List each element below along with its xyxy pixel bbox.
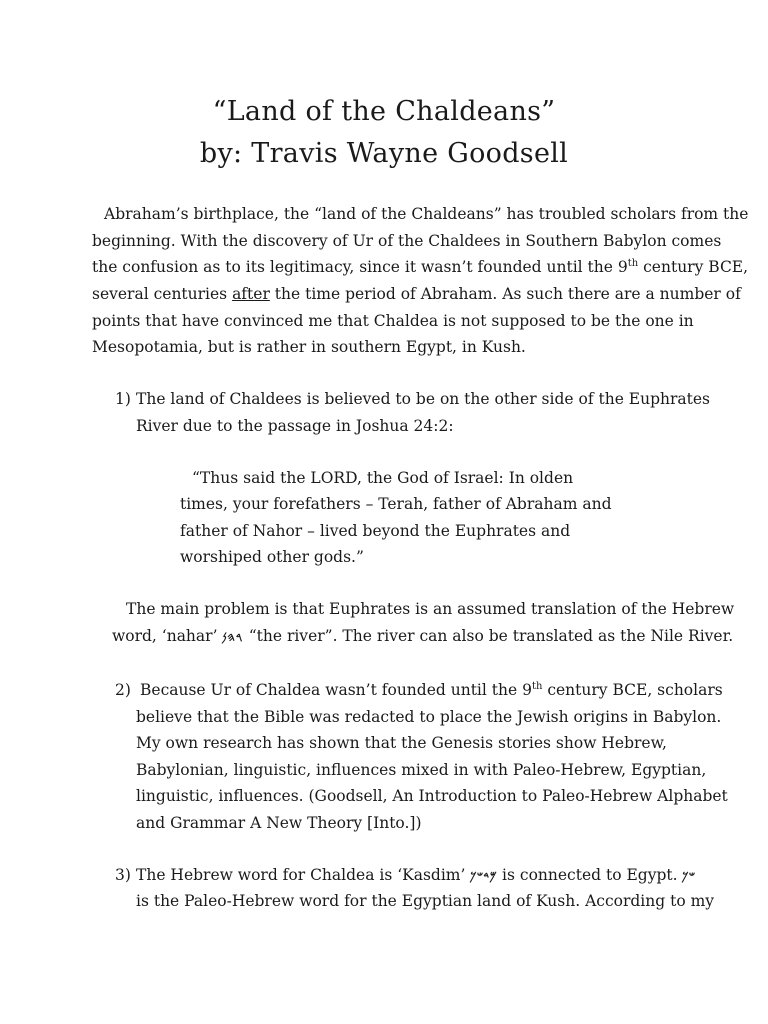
- paleo-hebrew-kasdim: 𐤌𐤃𐤔𐤊: [469, 869, 499, 883]
- intro-line-3: [92, 258, 748, 276]
- item2-line-3: My own research has shown that the Genesis stories show Hebrew,: [136, 734, 667, 752]
- list-number-3: 3): [115, 866, 131, 884]
- intro-line-4: [92, 285, 741, 303]
- item2-line-4: Babylonian, linguistic, influences mixed in with Paleo-Hebrew, Egyptian,: [136, 761, 707, 779]
- para2-line-2-tail: “the river”. The river can also be translated as the Nile River.: [243, 627, 734, 645]
- item3-line-1-text: The Hebrew word for Chaldea is ‘Kasdim’: [136, 866, 471, 884]
- quote-line-2: times, your forefathers – Terah, father of Abraham and: [180, 495, 612, 513]
- list-number-1: 1): [115, 390, 131, 408]
- list-number-2: 2): [115, 681, 131, 699]
- paleo-hebrew-kush: 𐤔𐤊: [681, 869, 697, 883]
- document-title: “Land of the Chaldeans”: [212, 96, 556, 127]
- item3-line-1: [136, 866, 696, 884]
- item2-line-1-text: Because Ur of Chaldea wasn’t founded until the 9: [140, 681, 532, 699]
- intro-line-3-text: the confusion as to its legitimacy, since it wasn’t founded until the 9: [92, 258, 628, 276]
- item2-line-1: [140, 681, 723, 699]
- para2-line-2: [112, 627, 733, 645]
- quote-line-1: “Thus said the LORD, the God of Israel: In olden: [192, 469, 574, 487]
- quote-line-4: worshiped other gods.”: [180, 548, 364, 566]
- item2-line-2: believe that the Bible was redacted to place the Jewish origins in Babylon.: [136, 708, 722, 726]
- para2-line-1: The main problem is that Euphrates is an assumed translation of the Hebrew: [126, 600, 735, 618]
- intro-line-1: Abraham’s birthplace, the “land of the Chaldeans” has troubled scholars from the: [104, 205, 749, 223]
- underlined-after: after: [232, 285, 270, 303]
- intro-line-6: Mesopotamia, but is rather in southern Egypt, in Kush.: [92, 338, 526, 356]
- ordinal-suffix: th: [531, 680, 543, 692]
- intro-line-4-text: several centuries: [92, 285, 233, 303]
- intro-line-4-tail: the time period of Abraham. As such there are a number of: [269, 285, 741, 303]
- item3-line-1-mid: is connected to Egypt.: [497, 866, 683, 884]
- item2-line-5: linguistic, influences. (Goodsell, An Introduction to Paleo-Hebrew Alphabet: [136, 787, 728, 805]
- item2-line-6: and Grammar A New Theory [Into.]): [136, 814, 422, 832]
- paleo-hebrew-nahar: 𐤓𐤄𐤍: [221, 630, 245, 644]
- item2-line-1-tail: century BCE, scholars: [542, 681, 723, 699]
- intro-line-2: beginning. With the discovery of Ur of the Chaldees in Southern Babylon comes: [92, 232, 722, 250]
- author-line: by: Travis Wayne Goodsell: [199, 138, 569, 169]
- intro-line-3-tail: century BCE,: [638, 258, 749, 276]
- item3-line-2: is the Paleo-Hebrew word for the Egyptian land of Kush. According to my: [136, 892, 715, 910]
- intro-line-5: points that have convinced me that Chaldea is not supposed to be the one in: [92, 312, 694, 330]
- item1-line-2: River due to the passage in Joshua 24:2:: [136, 417, 454, 435]
- para2-line-2-text: word, ‘nahar’: [112, 627, 223, 645]
- ordinal-suffix: th: [627, 257, 639, 269]
- quote-line-3: father of Nahor – lived beyond the Euphrates and: [180, 522, 571, 540]
- item1-line-1: The land of Chaldees is believed to be on the other side of the Euphrates: [136, 390, 710, 408]
